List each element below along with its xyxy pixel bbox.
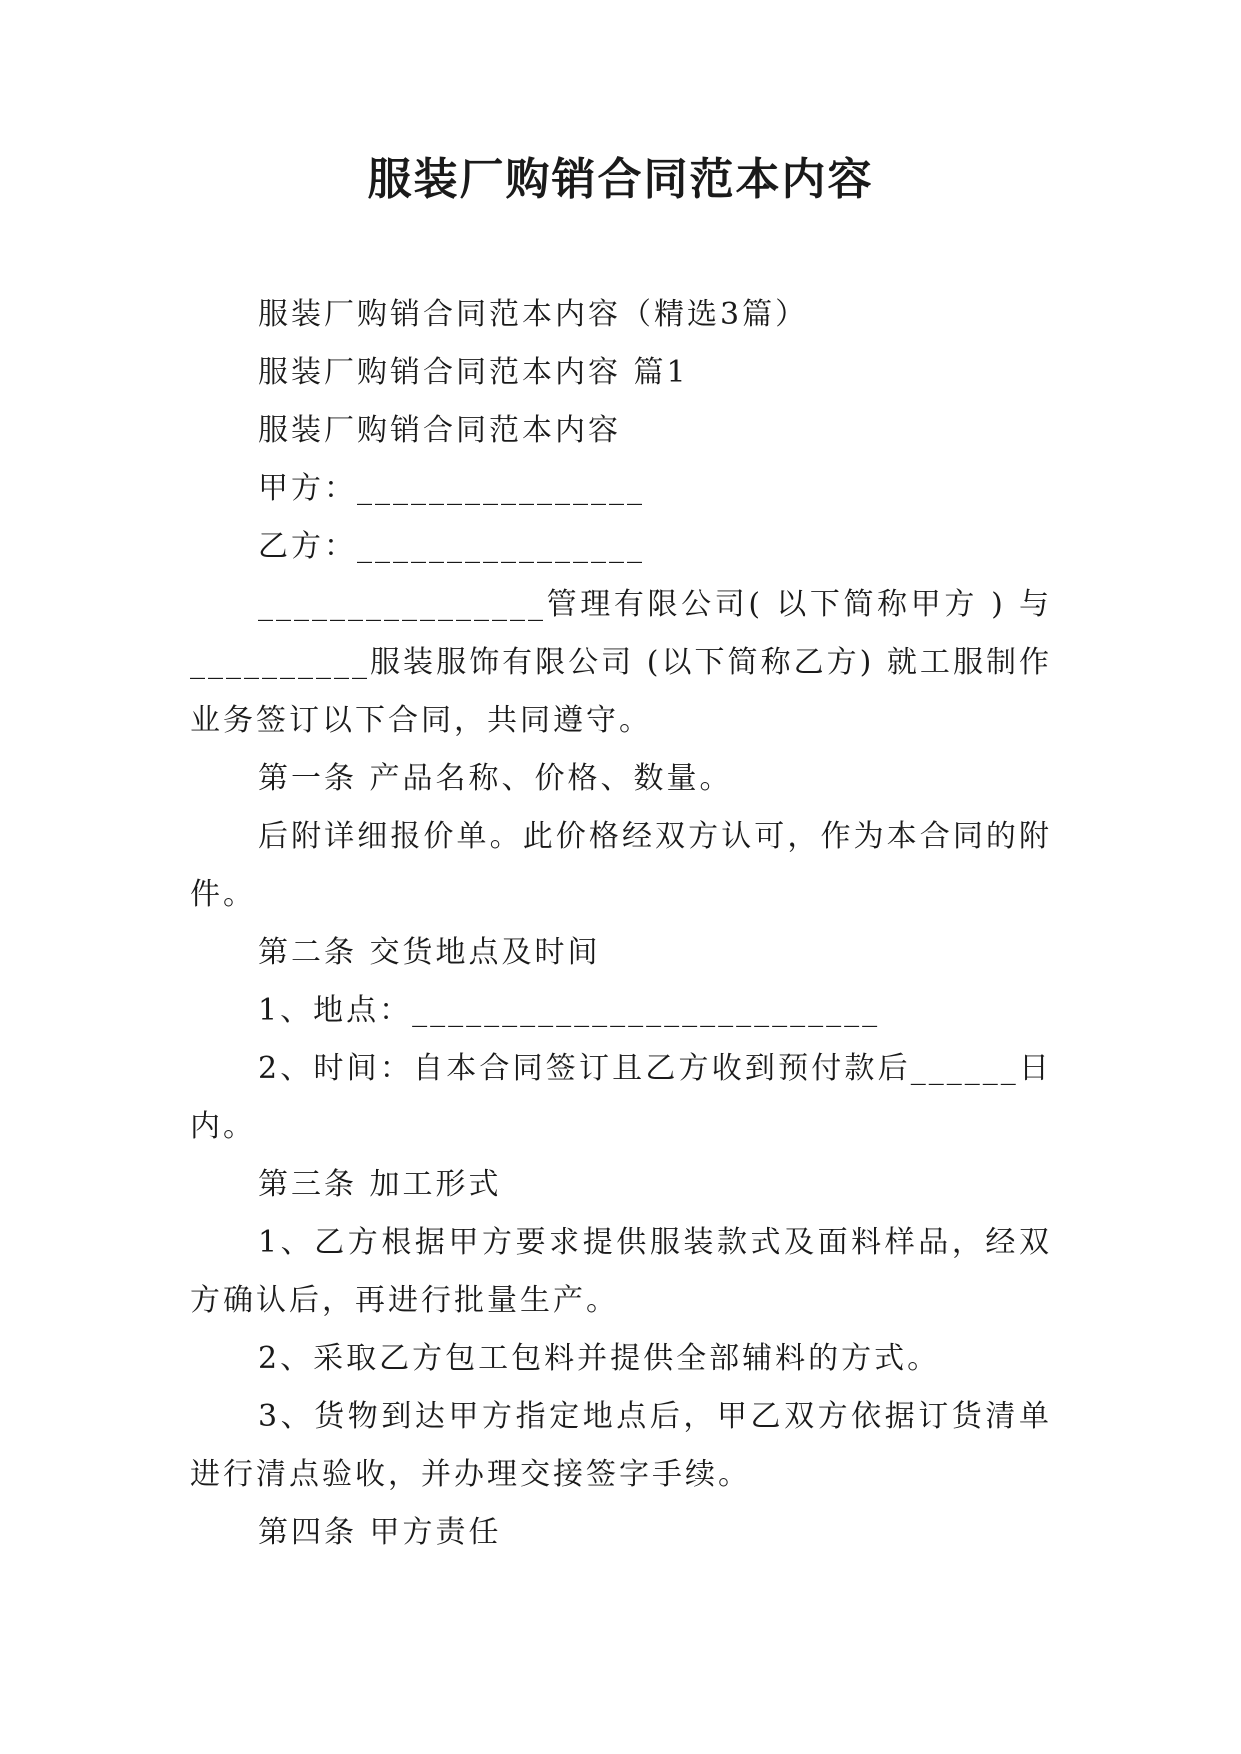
paragraph-preamble: ________________管理有限公司( 以下简称甲方 ) 与__________服装服饰有限公司 (以下简称乙方) 就工服制作业务签订以下合同，共同遵守。 (190, 587, 1052, 738)
paragraph-part-heading: 服装厂购销合同范本内容 篇1 (258, 355, 689, 390)
article-3-item-1: 1、乙方根据甲方要求提供服装款式及面料样品，经双方确认后，再进行批量生产。 (190, 1225, 1052, 1318)
article-2-item-1: 1、地点：__________________________ (258, 993, 881, 1028)
paragraph-contract-name: 服装厂购销合同范本内容 (258, 413, 621, 448)
article-2-heading: 第二条 交货地点及时间 (258, 935, 601, 970)
article-2-item-2: 2、时间：自本合同签订且乙方收到预付款后______日内。 (190, 1051, 1052, 1144)
document-title: 服装厂购销合同范本内容 (367, 154, 874, 205)
article-3-item-3: 3、货物到达甲方指定地点后，甲乙双方依据订货清单进行清点验收，并办理交接签字手续。 (190, 1399, 1052, 1492)
article-1-heading: 第一条 产品名称、价格、数量。 (258, 761, 733, 796)
paragraph-party-b: 乙方：________________ (258, 529, 645, 564)
article-3-heading: 第三条 加工形式 (258, 1167, 502, 1202)
paragraph-subtitle: 服装厂购销合同范本内容（精选3篇） (258, 297, 809, 332)
paragraph-party-a: 甲方：________________ (258, 471, 645, 506)
article-3-item-2: 2、采取乙方包工包料并提供全部辅料的方式。 (258, 1341, 941, 1376)
document-body (190, 286, 1052, 1562)
article-1-body: 后附详细报价单。此价格经双方认可，作为本合同的附件。 (190, 819, 1052, 912)
article-4-heading: 第四条 甲方责任 (258, 1515, 502, 1550)
